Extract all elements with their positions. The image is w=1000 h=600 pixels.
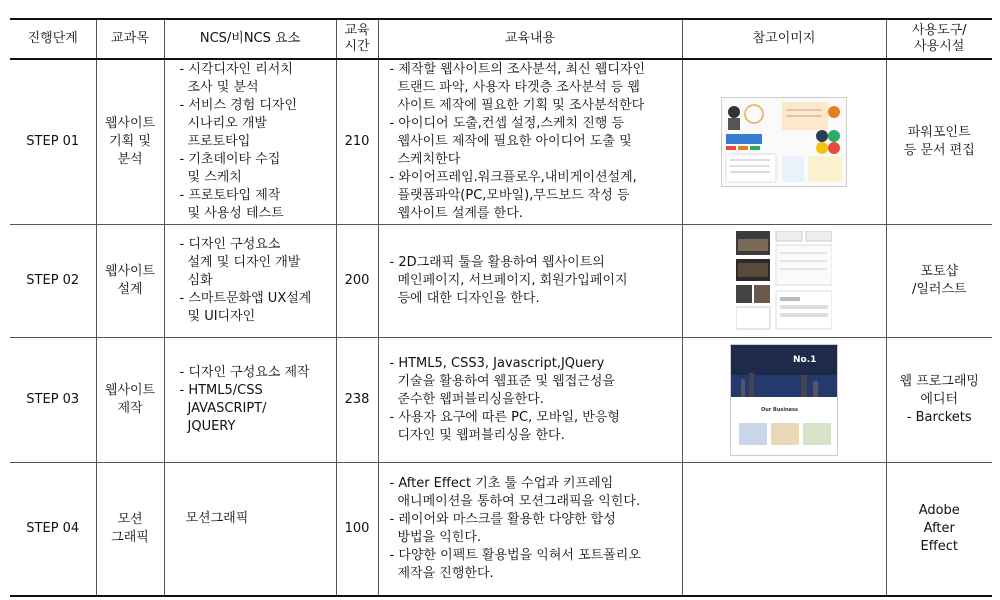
content-item: - 사용자 요구에 따른 PC, 모바일, 반응형 디자인 및 웹퍼블리싱을 한다. [389, 410, 620, 443]
ncs-item: - 스마트문화앱 UX설계 및 UI디자인 [179, 291, 312, 324]
reference-image-design [736, 231, 832, 331]
content-item: - 레이어와 마스크를 활용한 다양한 합성 방법을 익힌다. [389, 512, 616, 545]
hours-cell: 238 [336, 338, 378, 463]
ncs-item: - 서비스 경험 디자인 시나리오 개발 프로토타입 [179, 98, 298, 149]
reference-image-cell [682, 338, 886, 463]
table-row [10, 338, 992, 463]
ncs-item: - 디자인 구성요소 설계 및 디자인 개발 심화 [179, 237, 301, 288]
subject-cell: 모션 그래픽 [96, 463, 164, 597]
ncs-item: - HTML5/CSS JAVASCRIPT/ JQUERY [179, 383, 267, 434]
step-cell: STEP 02 [10, 225, 96, 338]
ncs-item: - 기초데이타 수집 및 스케치 [179, 152, 281, 185]
ncs-item: - 시각디자인 리서치 조사 및 분석 [179, 62, 293, 95]
reference-image-cell [682, 225, 886, 338]
ncs-item: - 디자인 구성요소 제작 [179, 365, 310, 380]
ncs-item: - 프로토타입 제작 및 사용성 테스트 [179, 188, 284, 221]
reference-image-website [730, 344, 838, 456]
subject-cell: 웹사이트 제작 [96, 338, 164, 463]
table-row [10, 225, 992, 338]
ncs-cell [164, 463, 336, 597]
subject-cell: 웹사이트 기획 및 분석 [96, 59, 164, 225]
content-cell [378, 463, 682, 597]
reference-image-cell [682, 59, 886, 225]
table-row [10, 463, 992, 597]
ncs-cell [164, 225, 336, 338]
reference-image-headline: No.1 [793, 355, 817, 365]
tools-cell: Adobe After Effect [886, 463, 992, 597]
table-header-row [10, 19, 992, 59]
header-step: 진행단계 [10, 19, 96, 59]
header-ncs: NCS/비NCS 요소 [164, 19, 336, 59]
content-item: - 와이어프레임.워크플로우,내비게이션설계, 플랫폼파악(PC,모바일),무드보드 작성 등 웹사이트 설계를 한다. [389, 170, 637, 221]
content-cell [378, 59, 682, 225]
tools-cell: 웹 프로그래밍 에디터 - Barckets [886, 338, 992, 463]
header-hours: 교육 시간 [336, 19, 378, 59]
step-cell: STEP 01 [10, 59, 96, 225]
reference-image-cell [682, 463, 886, 597]
content-cell [378, 338, 682, 463]
reference-image-section-title: Our Business [761, 407, 798, 413]
content-item: - 2D그래픽 툴을 활용하여 웹사이트의 메인페이지, 서브페이지, 회원가입페이지 등에 대한 디자인을 한다. [389, 255, 628, 306]
table-row [10, 59, 992, 225]
step-cell: STEP 04 [10, 463, 96, 597]
content-item: - After Effect 기초 툴 수업과 키프레임 애니메이션을 통하여 모션그래픽을 익힌다. [389, 476, 641, 509]
tools-cell: 파워포인트 등 문서 편집 [886, 59, 992, 225]
content-item: - 제작할 웹사이트의 조사분석, 최신 웹디자인 트랜드 파악, 사용자 타겟층 조사분석 등 웹 사이트 제작에 필요한 기획 및 조사분석한다 [389, 62, 646, 113]
ncs-item: 모션그래픽 [185, 511, 249, 526]
hours-cell: 210 [336, 59, 378, 225]
hours-cell: 100 [336, 463, 378, 597]
header-content: 교육내용 [378, 19, 682, 59]
tools-cell: 포토샵 /일러스트 [886, 225, 992, 338]
header-subject: 교과목 [96, 19, 164, 59]
step-cell: STEP 03 [10, 338, 96, 463]
reference-image-planning [721, 97, 847, 187]
content-item: - 다양한 이펙트 활용법을 익혀서 포트폴리오 제작을 진행한다. [389, 548, 641, 581]
header-tools: 사용도구/ 사용시설 [886, 19, 992, 59]
content-item: - 아이디어 도출,컨셉 설정,스케치 진행 등 웹사이트 제작에 필요한 아이디어 도출 및 스케치한다 [389, 116, 632, 167]
curriculum-table [10, 18, 992, 597]
content-cell [378, 225, 682, 338]
ncs-cell [164, 338, 336, 463]
content-item: - HTML5, CSS3, Javascript,JQuery 기술을 활용하여 웹표준 및 웹접근성을 준수한 웹퍼블리싱을한다. [389, 356, 615, 407]
subject-cell: 웹사이트 설계 [96, 225, 164, 338]
header-reference-image: 참고이미지 [682, 19, 886, 59]
ncs-cell [164, 59, 336, 225]
hours-cell: 200 [336, 225, 378, 338]
